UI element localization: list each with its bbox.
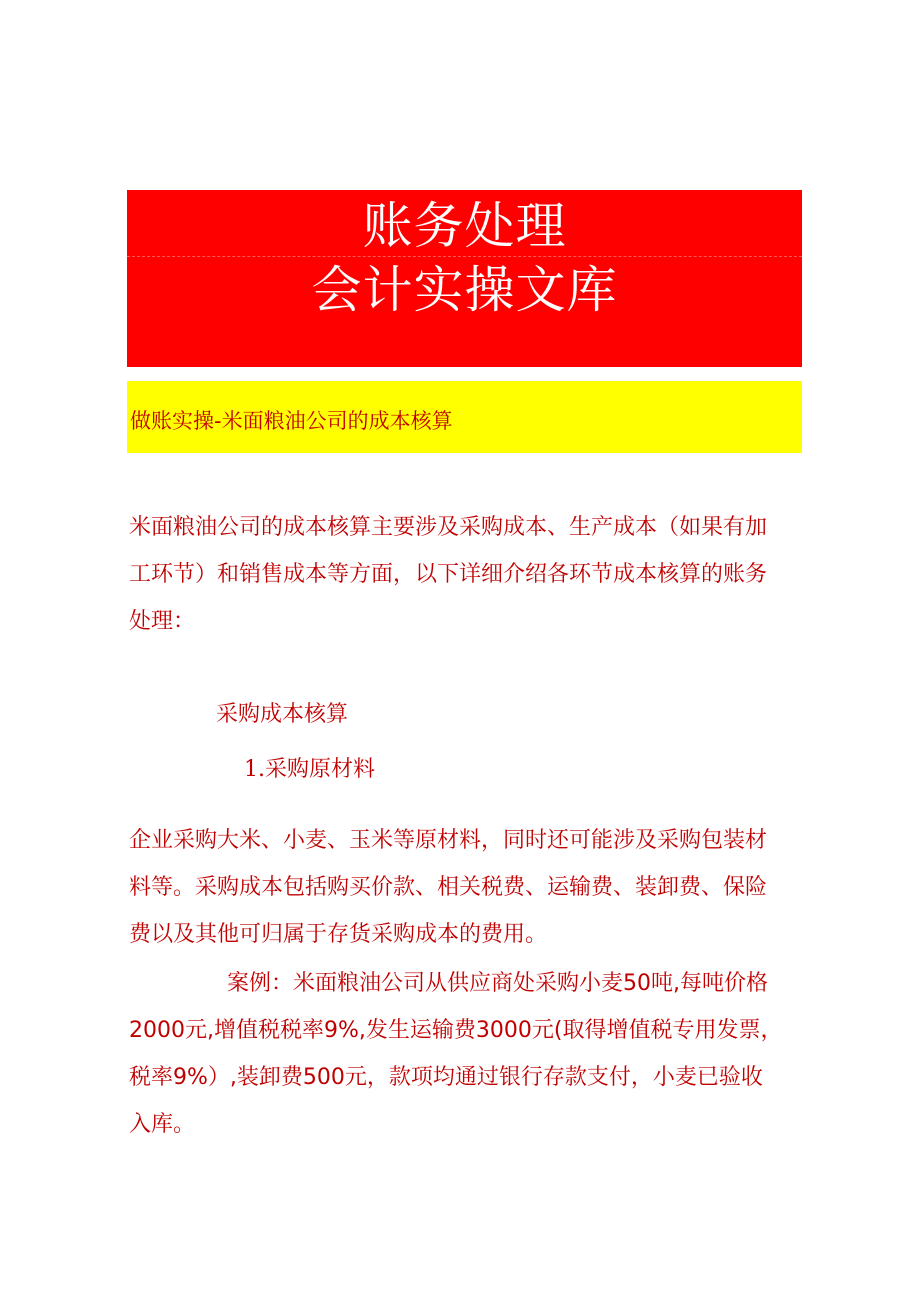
subsection-number: 1.: [244, 757, 265, 782]
intro-paragraph: [129, 504, 805, 645]
case-line: 税率9%）,装卸费500元，款项均通过银行存款支付，小麦已验收: [129, 1065, 763, 1090]
materials-line: 料等。采购成本包括购买价款、相关税费、运输费、装卸费、保险: [129, 875, 768, 900]
materials-line: 费以及其他可归属于存货采购成本的费用。: [129, 922, 548, 947]
materials-paragraph: [129, 817, 805, 958]
document-subtitle: 做账实操-米面粮油公司的成本核算: [130, 409, 453, 433]
banner-title-line2: 会计实操文库: [311, 261, 618, 319]
case-line: 入库。: [129, 1112, 196, 1137]
banner-title-line1: 账务处理: [362, 197, 567, 255]
intro-line: 处理：: [129, 609, 196, 634]
intro-line: 米面粮油公司的成本核算主要涉及采购成本、生产成本（如果有加: [129, 515, 768, 540]
case-paragraph: [129, 960, 805, 1148]
subsection-title: 采购原材料: [265, 757, 376, 782]
title-banner: [127, 190, 802, 367]
case-line: 案例：米面粮油公司从供应商处采购小麦50吨,每吨价格: [227, 971, 768, 996]
case-line: 2000元,增值税税率9%,发生运输费3000元(取得增值税专用发票，: [129, 1018, 783, 1043]
subtitle-bar: [127, 381, 802, 453]
section-heading: 采购成本核算: [216, 702, 349, 727]
subsection-heading: [244, 755, 375, 785]
banner-divider: [127, 256, 802, 257]
intro-line: 工环节）和销售成本等方面，以下详细介绍各环节成本核算的账务: [129, 562, 768, 587]
materials-line: 企业采购大米、小麦、玉米等原材料，同时还可能涉及采购包装材: [129, 828, 768, 853]
